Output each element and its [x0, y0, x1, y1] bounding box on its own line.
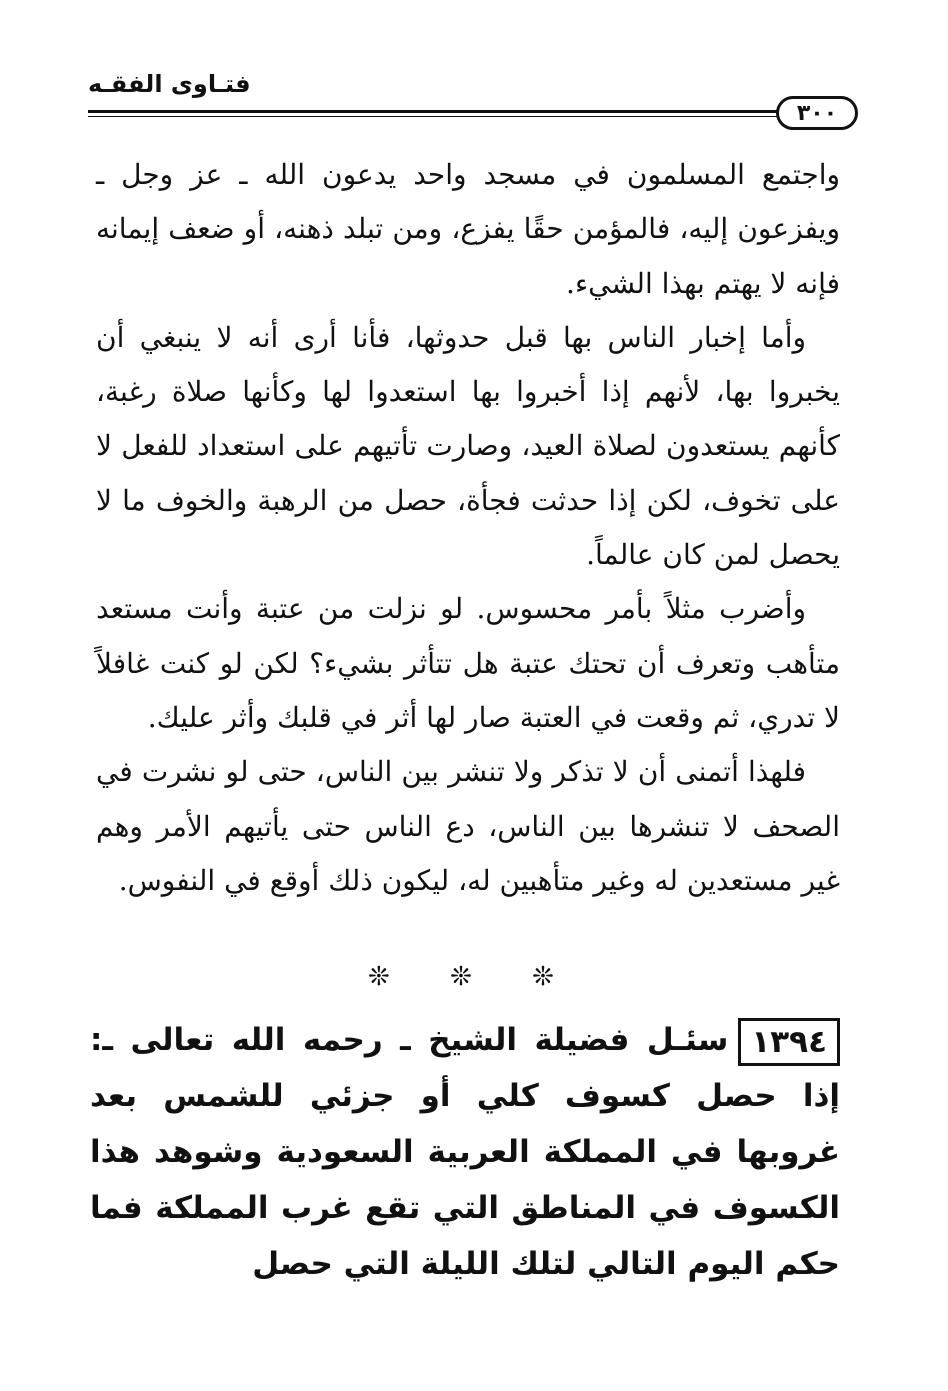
header-rule-thin [88, 116, 778, 117]
header-rule [88, 110, 778, 113]
paragraph: فلهذا أتمنى أن لا تذكر ولا تنشر بين الناس، حتى لو نشرت في الصحف لا تنشرها بين الناس، دع الناس حتى يأتيهم الأمر وهم غير مستعدين له وغير متأهبين له، ليكون ذلك أوقع في النفوس. [96, 755, 840, 897]
running-title: فتـاوى الفقـه [88, 70, 251, 98]
section-separator: ❊ ❊ ❊ [368, 962, 580, 992]
paragraph: واجتمع المسلمون في مسجد واحد يدعون الله ـ عز وجل ـ ويفزعون إليه، فالمؤمن حقًا يفزع، ومن تبلد ذهنه، أو ضعف إيمانه فإنه لا يهتم بهذا الشيء. [96, 158, 840, 300]
fatwa-question [90, 1012, 840, 1292]
paragraph: وأما إخبار الناس بها قبل حدوثها، فأنا أرى أنه لا ينبغي أن يخبروا بها، لأنهم إذا أخبروا بها استعدوا لها وكأنها صلاة رغبة، كأنهم يستعدون لصلاة العيد، وصارت تأتيهم على استعداد للفعل لا على تخوف، لكن إذا حدثت فجأة، حصل من الرهبة والخوف ما لا يحصل لمن كان عالماً. [96, 320, 840, 572]
body-text [96, 148, 840, 908]
question-number: ١٣٩٤ [738, 1018, 840, 1066]
page-number: ٣٠٠ [776, 96, 858, 130]
question-text: سئـل فضيلة الشيخ ـ رحمه الله تعالى ـ: إذا حصل كسوف كلي أو جزئي للشمس بعد غروبها في المملكة العربية السعودية وشوهد هذا الكسوف في المناطق التي تقع غرب المملكة فما حكم اليوم التالي لتلك الليلة التي حصل [90, 1022, 840, 1282]
page-header [88, 62, 860, 132]
paragraph: وأضرب مثلاً بأمر محسوس. لو نزلت من عتبة وأنت مستعد متأهب وتعرف أن تحتك عتبة هل تتأثر بشيء؟ لكن لو كنت غافلاً لا تدري، ثم وقعت في العتبة صار لها أثر في قلبك وأثر عليك. [96, 592, 840, 734]
